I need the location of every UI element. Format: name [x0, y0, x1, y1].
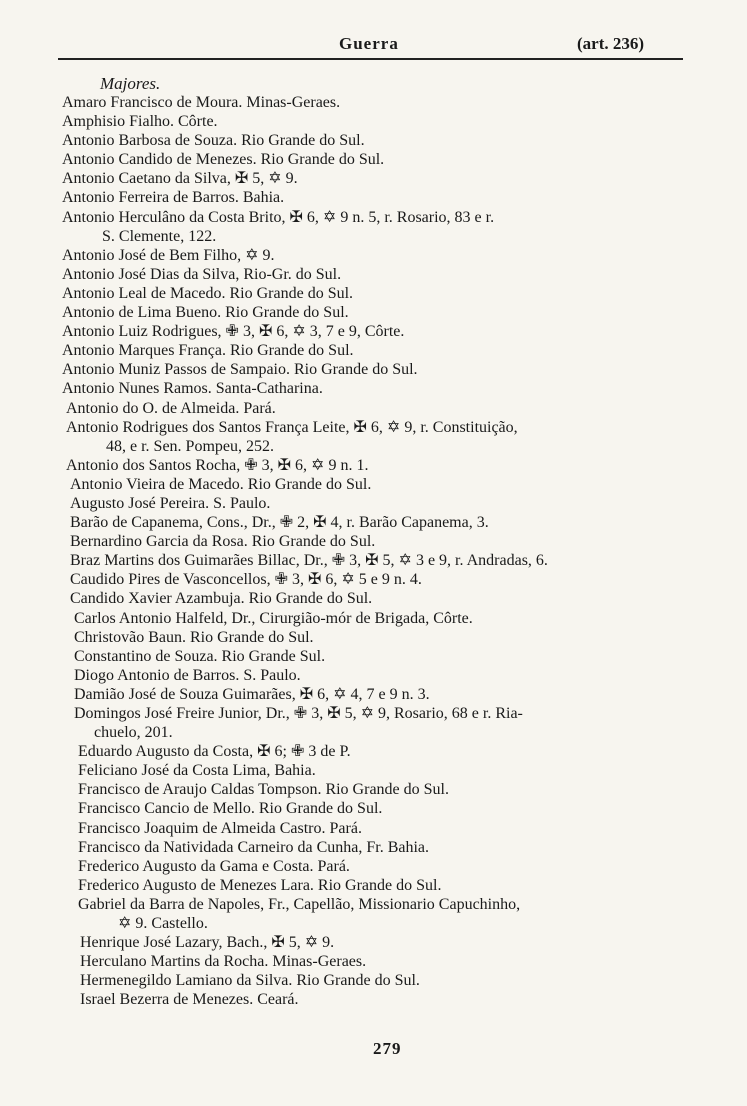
list-item: Barão de Capanema, Cons., Dr., ✙ 2, ✠ 4, r. Barão Capanema, 3. [70, 514, 489, 532]
list-item: Augusto José Pereira. S. Paulo. [70, 494, 271, 512]
list-item: 48, e r. Sen. Pompeu, 252. [106, 437, 274, 455]
header-rule [58, 58, 683, 60]
list-item: ✡ 9. Castello. [118, 915, 208, 933]
list-item: Feliciano José da Costa Lima, Bahia. [78, 762, 316, 780]
list-item: Herculano Martins da Rocha. Minas-Geraes. [80, 953, 367, 971]
list-item: Gabriel da Barra de Napoles, Fr., Capellão, Missionario Capuchinho, [78, 895, 521, 913]
list-item: Henrique José Lazary, Bach., ✠ 5, ✡ 9. [80, 934, 335, 952]
entry-list [0, 93, 747, 1010]
list-item: Antonio Herculâno da Costa Brito, ✠ 6, ✡ 9 n. 5, r. Rosario, 83 e r. [62, 208, 495, 226]
list-item: Antonio dos Santos Rocha, ✙ 3, ✠ 6, ✡ 9 n. 1. [66, 456, 369, 474]
list-item: Antonio Caetano da Silva, ✠ 5, ✡ 9. [62, 170, 298, 188]
list-item: Antonio Rodrigues dos Santos França Leite, ✠ 6, ✡ 9, r. Constituição, [66, 418, 518, 436]
list-item: Amaro Francisco de Moura. Minas-Geraes. [62, 94, 341, 111]
list-item: Antonio Muniz Passos de Sampaio. Rio Grande do Sul. [62, 361, 418, 379]
page-number: 279 [373, 1039, 402, 1058]
list-item: Antonio Vieira de Macedo. Rio Grande do Sul. [70, 475, 372, 493]
list-item: Diogo Antonio de Barros. S. Paulo. [74, 666, 301, 684]
list-item: Antonio Ferreira de Barros. Bahia. [62, 189, 285, 207]
list-item: Frederico Augusto da Gama e Costa. Pará. [78, 857, 350, 875]
list-item: Amphisio Fialho. Côrte. [62, 113, 218, 131]
list-item: Eduardo Augusto da Costa, ✠ 6; ✙ 3 de P. [78, 743, 351, 761]
list-item: Antonio Nunes Ramos. Santa-Catharina. [62, 380, 323, 398]
list-item: Bernardino Garcia da Rosa. Rio Grande do Sul. [70, 533, 376, 551]
list-item: Constantino de Souza. Rio Grande Sul. [74, 647, 326, 665]
list-item: Braz Martins dos Guimarães Billac, Dr., ✙ 3, ✠ 5, ✡ 3 e 9, r. Andradas, 6. [70, 552, 548, 570]
list-item: Antonio do O. de Almeida. Pará. [66, 399, 276, 417]
list-item: Domingos José Freire Junior, Dr., ✙ 3, ✠ 5, ✡ 9, Rosario, 68 e r. Ria- [74, 705, 523, 722]
list-item: Antonio Marques França. Rio Grande do Sul. [62, 342, 354, 360]
list-item: Antonio José de Bem Filho, ✡ 9. [62, 246, 275, 264]
list-item: Antonio de Lima Bueno. Rio Grande do Sul. [62, 304, 349, 322]
list-item: Carlos Antonio Halfeld, Dr., Cirurgião-mór de Brigada, Côrte. [74, 609, 473, 627]
list-item: Israel Bezerra de Menezes. Ceará. [80, 991, 299, 1009]
list-item: Francisco de Araujo Caldas Tompson. Rio Grande do Sul. [78, 781, 449, 799]
list-item: Francisco Joaquim de Almeida Castro. Pará. [78, 819, 362, 837]
list-item: Christovão Baun. Rio Grande do Sul. [74, 628, 314, 646]
list-item: Antonio Luiz Rodrigues, ✙ 3, ✠ 6, ✡ 3, 7 e 9, Côrte. [62, 323, 405, 341]
list-item: Candido Xavier Azambuja. Rio Grande do Sul. [70, 590, 373, 608]
list-item: Francisco Cancio de Mello. Rio Grande do Sul. [78, 800, 383, 818]
section-title: Majores. [100, 74, 161, 93]
list-item: S. Clemente, 122. [102, 227, 217, 245]
page-header [0, 34, 747, 58]
list-item: Caudido Pires de Vasconcellos, ✙ 3, ✠ 6, ✡ 5 e 9 n. 4. [70, 571, 422, 589]
list-item: Damião José de Souza Guimarães, ✠ 6, ✡ 4, 7 e 9 n. 3. [74, 685, 430, 703]
header-title: Guerra [339, 34, 399, 53]
list-item: chuelo, 201. [94, 724, 173, 742]
header-article: (art. 236) [577, 34, 645, 53]
list-item: Antonio Candido de Menezes. Rio Grande do Sul. [62, 151, 385, 169]
list-item: Francisco da Natividada Carneiro da Cunha, Fr. Bahia. [78, 838, 430, 856]
list-item: Antonio José Dias da Silva, Rio-Gr. do Sul. [62, 265, 342, 283]
list-item: Antonio Leal de Macedo. Rio Grande do Sul. [62, 284, 354, 302]
list-item: Hermenegildo Lamiano da Silva. Rio Grande do Sul. [80, 972, 420, 990]
list-item: Antonio Barbosa de Souza. Rio Grande do Sul. [62, 132, 365, 150]
list-item: Frederico Augusto de Menezes Lara. Rio Grande do Sul. [78, 876, 442, 894]
